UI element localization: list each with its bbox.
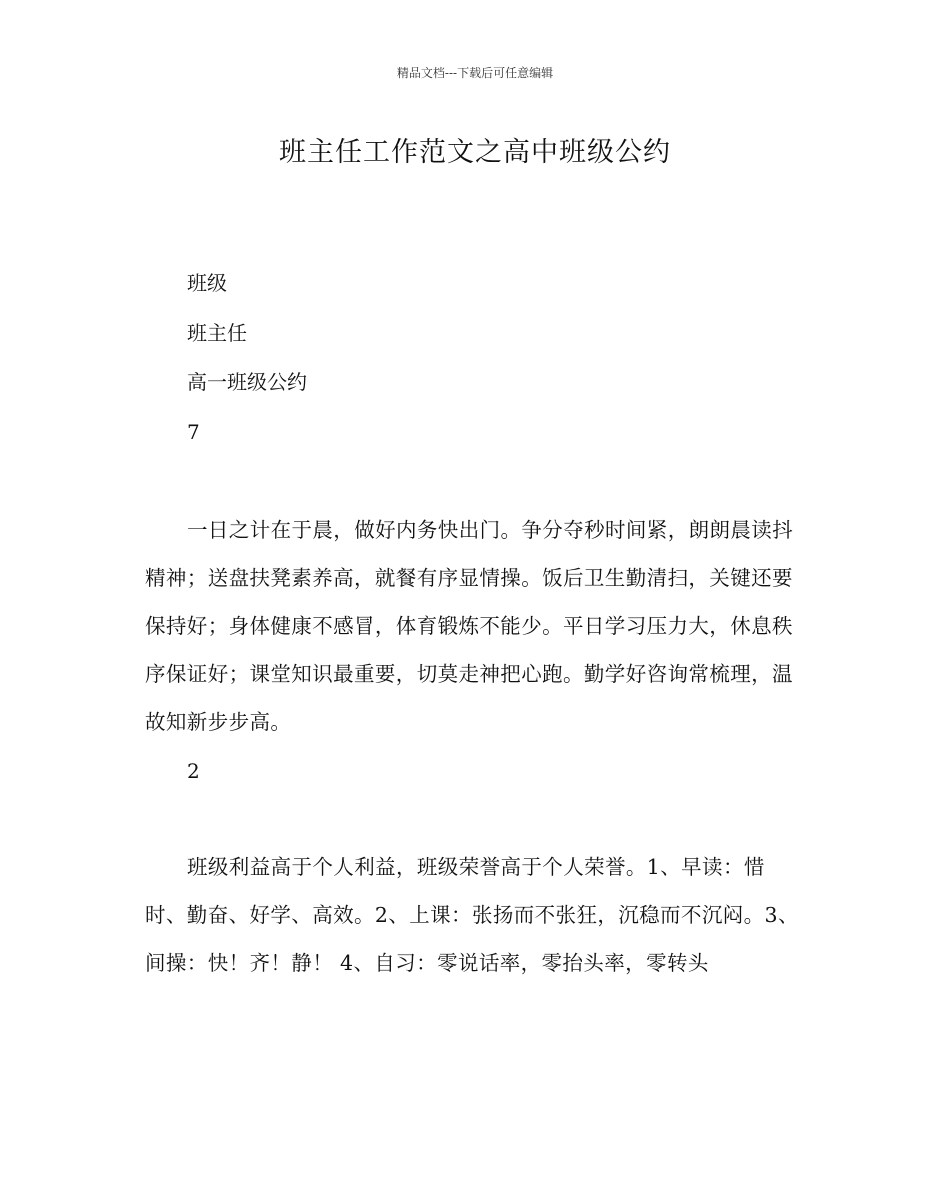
section-number-1: 7 bbox=[187, 420, 200, 444]
meta-line-class: 班级 bbox=[187, 271, 227, 295]
meta-line-head-teacher: 班主任 bbox=[187, 321, 247, 345]
header-note: 精品文档---下载后可任意编辑 bbox=[396, 66, 554, 80]
paragraph-daily-routine: 一日之计在于晨，做好内务快出门。争分夺秒时间紧，朗朗晨读抖精神；送盘扶凳素养高，就餐有序显情操。饭后卫生勤清扫，关键还要保持好；身体健康不感冒，体育锻炼不能少。平日学习压力大，休息秩序保证好；课堂知识最重要，切莫走神把心跑。勤学好咨询常梳理，温故知新步步高。 bbox=[145, 518, 794, 734]
meta-line-convention: 高一班级公约 bbox=[187, 370, 307, 394]
section-number-2: 2 bbox=[187, 759, 200, 783]
document-title: 班主任工作范文之高中班级公约 bbox=[279, 137, 671, 168]
paragraph-class-honor: 班级利益高于个人利益，班级荣誉高于个人荣誉。1、早读：惜时、勤奋、好学、高效。2、上课：张扬而不张狂，沉稳而不沉闷。3、间操：快！齐！静！ 4、自习：零说话率，零抬头率，零转头 bbox=[145, 855, 799, 975]
